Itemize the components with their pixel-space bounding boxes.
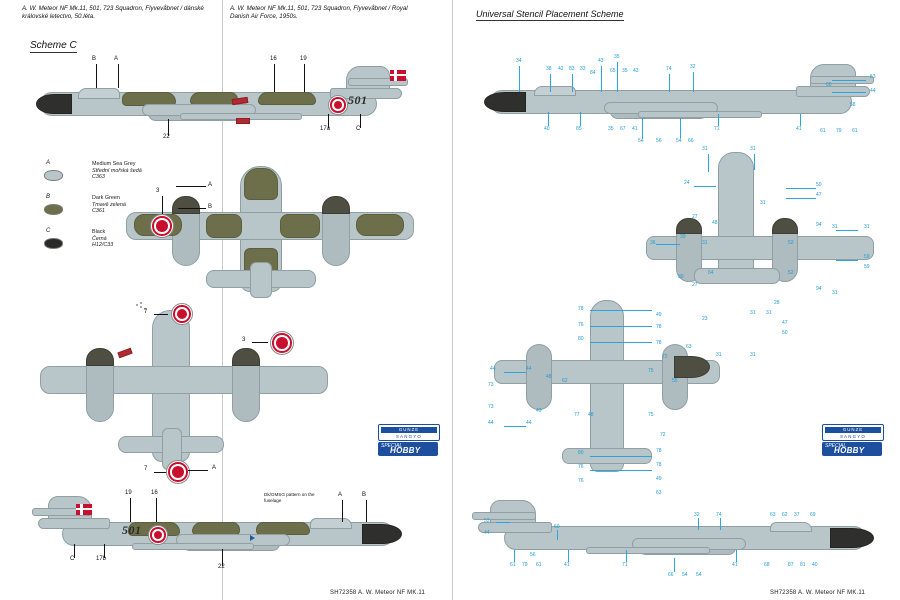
danish-flag-marking-starboard <box>76 504 92 515</box>
footer-right: SH72358 A. W. Meteor NF MK.11 <box>770 590 866 596</box>
stencil-side-53: 53 <box>484 518 490 524</box>
stencil-plan-47: 47 <box>816 192 822 198</box>
stencil-top-54: 54 <box>638 138 644 144</box>
stencil-plan-27b: 27 <box>692 282 698 288</box>
stencil-side-62: 62 <box>782 512 788 518</box>
stencil-fr-78e: 78 <box>656 462 662 468</box>
callout-bottom-7b: 7 <box>144 466 148 472</box>
stencil-side-81: 81 <box>800 562 806 568</box>
stencil-fr-48a: 48 <box>546 374 552 380</box>
callout-top-A: A <box>208 182 213 188</box>
stencil-top-65: 65 <box>610 68 616 74</box>
stencil-top-42: 42 <box>558 66 564 72</box>
stencil-plan-63: 63 <box>686 344 692 350</box>
stencil-top-40: 40 <box>544 126 550 132</box>
stencil-plan-48: 48 <box>712 220 718 226</box>
special-hobby-big-text-right: HOBBY <box>834 446 865 455</box>
stencil-side-74: 74 <box>716 512 722 518</box>
gunze-sangyo-logo <box>378 424 440 441</box>
legend-code-C: H12/C33 <box>92 242 114 249</box>
stencil-side-69: 69 <box>810 512 816 518</box>
aircraft-code-side-bottom: 501 <box>122 523 142 537</box>
callout-side-bottom-16: 16 <box>151 490 158 496</box>
roundel-marking-starboard <box>148 525 168 545</box>
stencil-fr-78c: 78 <box>656 340 662 346</box>
stencil-fr-78b: 78 <box>656 324 662 330</box>
callout-side-top-C: C <box>356 126 361 132</box>
column-divider-2 <box>452 0 453 600</box>
stencil-fr-78d: 78 <box>656 448 662 454</box>
stencil-plan-31k: 31 <box>750 352 756 358</box>
stencil-plan-31j: 31 <box>716 352 722 358</box>
stencil-side-61b: 61 <box>536 562 542 568</box>
callout-side-bottom-19: 19 <box>125 490 132 496</box>
stencil-fr-44d: 44 <box>526 420 532 426</box>
stencil-top-33: 33 <box>580 66 586 72</box>
stencil-fr-73b: 73 <box>488 404 494 410</box>
stencil-top-53: 53 <box>870 74 876 80</box>
roundel-marking <box>328 95 348 115</box>
stencil-plan-28: 28 <box>774 300 780 306</box>
callout-side-top-19: 19 <box>300 56 307 62</box>
callout-bottom-A: A <box>212 465 217 471</box>
gunze-logo-subtext-right: SANGYO <box>840 433 866 439</box>
gunze-sangyo-logo-right <box>822 424 884 441</box>
stencil-top-71: 71 <box>714 126 720 132</box>
stencil-fr-80b: 80 <box>578 450 584 456</box>
scheme-title: Scheme C <box>30 40 77 51</box>
stencil-plan-94b: 94 <box>816 286 822 292</box>
special-hobby-big-text: HOBBY <box>390 446 421 455</box>
stencil-side-view <box>470 500 890 580</box>
stencil-top-54b: 54 <box>676 138 682 144</box>
special-hobby-logo <box>378 442 438 456</box>
callout-side-bottom-17b: 17b <box>96 556 107 562</box>
stencil-plan-31e: 31 <box>832 224 838 230</box>
stencil-top-43b: 43 <box>633 68 639 74</box>
stencil-plan-59b: 59 <box>864 264 870 270</box>
stencil-top-83: 83 <box>569 66 575 72</box>
special-hobby-small-text-right: SPECIAL <box>825 443 847 449</box>
stencil-fr-44a: 44 <box>490 366 496 372</box>
header-caption-english: A. W. Meteor NF Mk.11, 501, 723 Squadron, Flyvevåbnet / Royal Danish Air Force, 1950s. <box>230 5 408 20</box>
legend-name-A: Medium Sea Grey <box>92 161 136 167</box>
stencil-side-40: 40 <box>812 562 818 568</box>
stencil-fr-77: 77 <box>574 412 580 418</box>
stencil-front-rear-view <box>480 300 730 496</box>
gunze-logo-subtext: SANGYO <box>396 433 422 439</box>
stencil-plan-31b: 31 <box>750 146 756 152</box>
stencil-fr-44c: 44 <box>488 420 494 426</box>
stencil-side-79: 79 <box>522 562 528 568</box>
callout-side-bottom-B: B <box>362 492 367 498</box>
stencil-plan-39: 39 <box>680 234 686 240</box>
stencil-side-54: 54 <box>682 572 688 578</box>
stencil-top-84: 84 <box>590 70 596 76</box>
stencil-top-38: 38 <box>546 66 552 72</box>
stencil-plan-31h: 31 <box>750 310 756 316</box>
stencil-plan-36: 36 <box>650 240 656 246</box>
stencil-plan-52: 52 <box>788 240 794 246</box>
legend-letter-A: A <box>46 160 51 166</box>
stencil-top-35: 35 <box>614 54 620 60</box>
callout-side-bottom-22: 22 <box>218 564 225 570</box>
legend-local-A: Střední mořská šedá <box>92 167 142 174</box>
stencil-side-56: 56 <box>530 552 536 558</box>
legend-code-B: C361 <box>92 208 105 215</box>
stencil-plan-27: 27 <box>692 214 698 220</box>
legend-letter-B: B <box>46 194 51 200</box>
stencil-fr-73a: 73 <box>488 382 494 388</box>
stencil-plan-31c: 31 <box>760 200 766 206</box>
stencil-side-44: 44 <box>484 530 490 536</box>
stencil-side-32: 32 <box>694 512 700 518</box>
stencil-side-61: 61 <box>510 562 516 568</box>
stencil-top-35b: 35 <box>622 68 628 74</box>
callout-side-bottom-C: C <box>70 556 75 562</box>
stencil-fr-80a: 80 <box>578 336 584 342</box>
stencil-fr-76c: 76 <box>578 478 584 484</box>
stencil-top-74: 74 <box>666 66 672 72</box>
callout-top-B: B <box>208 204 213 210</box>
stencil-top-34: 34 <box>516 58 522 64</box>
stencil-plan-94: 94 <box>816 222 822 228</box>
special-hobby-logo-right <box>822 442 882 456</box>
callout-bottom-3: 3 <box>242 337 246 343</box>
stencil-fr-49a: 49 <box>656 312 662 318</box>
roundel-bottom-starboard <box>270 331 294 355</box>
special-hobby-small-text: SPECIAL <box>381 443 403 449</box>
callout-bottom-7a: 7 <box>144 309 148 315</box>
stencil-plan-31d: 31 <box>702 240 708 246</box>
stencil-fr-76b: 76 <box>578 464 584 470</box>
top-plan-view <box>120 152 420 302</box>
stencil-plan-47b: 47 <box>782 320 788 326</box>
bottom-plan-view <box>36 300 336 482</box>
stencil-fr-75b: 75 <box>648 412 654 418</box>
side-view-starboard <box>32 492 422 577</box>
stencil-fr-44b: 44 <box>526 366 532 372</box>
roundel-top-left <box>150 214 174 238</box>
legend-name-C: Black <box>92 229 106 235</box>
stencil-top-67: 67 <box>620 126 626 132</box>
stencil-top-61b: 61 <box>852 128 858 134</box>
stencil-fr-76a: 76 <box>578 322 584 328</box>
stencil-top-41: 41 <box>632 126 638 132</box>
stencil-fr-55: 55 <box>672 378 678 384</box>
stencil-side-41b: 41 <box>732 562 738 568</box>
stencil-plan-59a: 59 <box>864 254 870 260</box>
stencil-plan-31g: 31 <box>832 290 838 296</box>
stencil-top-66: 66 <box>688 138 694 144</box>
stencil-side-41: 41 <box>564 562 570 568</box>
fuselage-pattern-note: Dk/GMSG pattern on the fuselage <box>264 492 315 503</box>
stencil-top-79: 79 <box>836 128 842 134</box>
stencil-top-56: 56 <box>656 138 662 144</box>
stencil-plan-39b: 39 <box>678 274 684 280</box>
gunze-logo-text: GUNZE <box>381 427 437 433</box>
stencil-top-61: 61 <box>820 128 826 134</box>
legend-code-A: C363 <box>92 174 105 181</box>
stencil-fr-49c: 49 <box>656 476 662 482</box>
legend-name-B: Dark Green <box>92 195 120 201</box>
stencil-fr-78a: 78 <box>578 306 584 312</box>
roundel-bottom-rear <box>166 460 190 484</box>
stencil-top-35c: 35 <box>608 126 614 132</box>
stencil-plan-50: 50 <box>816 182 822 188</box>
stencil-side-87: 87 <box>788 562 794 568</box>
stencil-top-44: 44 <box>870 88 876 94</box>
stencil-plan-50b: 50 <box>782 330 788 336</box>
legend-local-C: Černá <box>92 235 107 242</box>
stencil-plan-24: 24 <box>684 180 690 186</box>
stencil-plan-31i: 31 <box>766 310 772 316</box>
stencil-plan-31a: 31 <box>702 146 708 152</box>
stencil-side-68: 68 <box>764 562 770 568</box>
stencil-top-85: 85 <box>576 126 582 132</box>
callout-side-top-B: B <box>92 56 97 62</box>
stencil-side-63: 63 <box>770 512 776 518</box>
aircraft-code-side-top: 501 <box>348 93 368 107</box>
stencil-top-58: 58 <box>850 102 856 108</box>
callout-side-top-A: A <box>114 56 119 62</box>
stencil-top-41b: 41 <box>796 126 802 132</box>
legend-letter-C: C <box>46 228 51 234</box>
callout-side-top-16: 16 <box>270 56 277 62</box>
stencil-fr-72b: 72 <box>660 432 666 438</box>
stencil-side-71: 71 <box>622 562 628 568</box>
stencil-side-54b: 54 <box>696 572 702 578</box>
stencil-plan-23: 23 <box>702 316 708 322</box>
stencil-fr-48b: 48 <box>588 412 594 418</box>
stencil-top-32: 32 <box>690 64 696 70</box>
legend-swatch-A <box>44 170 63 181</box>
stencil-fr-75a: 75 <box>648 368 654 374</box>
callout-side-top-22: 22 <box>163 134 170 140</box>
stencil-plan-64: 64 <box>708 270 714 276</box>
side-view-port <box>30 56 420 142</box>
stencil-top-60: 60 <box>826 82 832 88</box>
danish-flag-marking <box>390 70 406 81</box>
stencil-fr-72a: 72 <box>662 354 668 360</box>
stencil-fr-63: 63 <box>656 490 662 496</box>
stencil-side-37: 37 <box>794 512 800 518</box>
legend-swatch-C <box>44 238 63 249</box>
legend-swatch-B <box>44 204 63 215</box>
header-caption-czech: A. W. Meteor NF Mk.11, 501, 723 Squadron, Flyvevåbnet / dánské královské letectvo, 50.léta. <box>22 5 204 20</box>
gunze-logo-text-right: GUNZE <box>825 427 881 433</box>
pattern-pointer-arrow <box>250 535 255 541</box>
stencil-top-plan-view <box>470 56 890 151</box>
callout-top-3: 3 <box>156 188 160 194</box>
legend-local-B: Tmavě zelená <box>92 201 126 208</box>
callout-side-bottom-A: A <box>338 492 343 498</box>
stencil-plan-31f: 31 <box>864 224 870 230</box>
footer-left: SH72358 A. W. Meteor NF MK.11 <box>330 590 426 596</box>
stencil-side-60: 60 <box>554 524 560 530</box>
stencil-fr-62: 62 <box>562 378 568 384</box>
stencil-fr-49b: 49 <box>536 408 542 414</box>
stencil-plan-52b: 52 <box>788 270 794 276</box>
stencil-side-66: 66 <box>668 572 674 578</box>
stencil-top-43: 43 <box>598 58 604 64</box>
universal-scheme-title: Universal Stencil Placement Scheme <box>476 9 624 19</box>
callout-side-top-17a: 17a <box>320 126 331 132</box>
roundel-bottom-fuselage <box>171 303 193 325</box>
